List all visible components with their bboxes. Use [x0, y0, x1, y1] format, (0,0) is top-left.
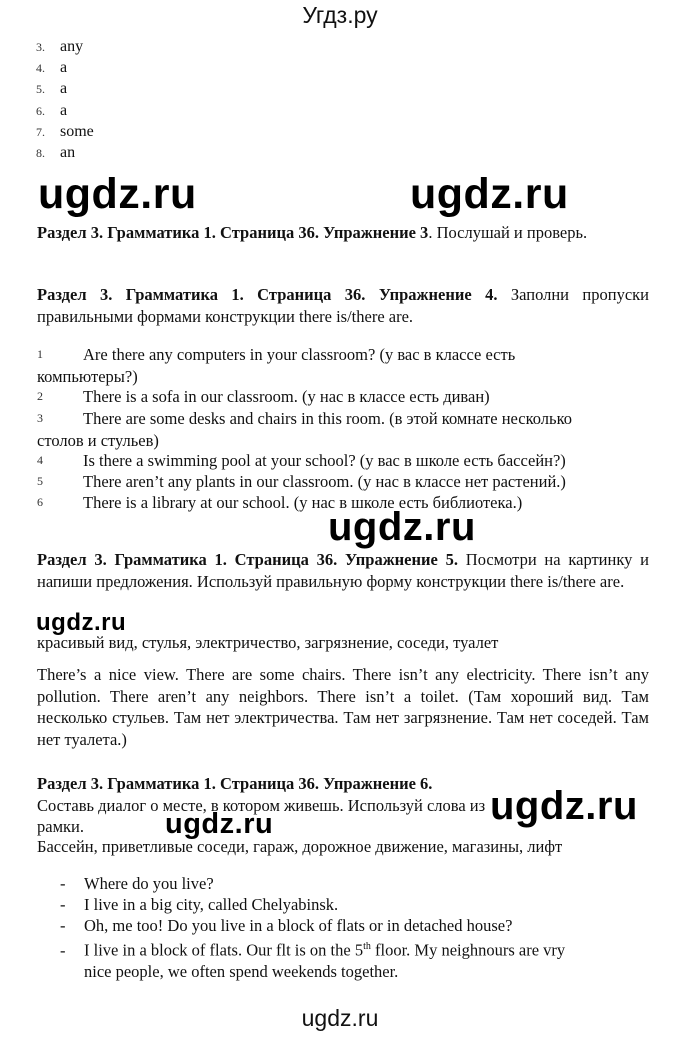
exercise-3: Раздел 3. Грамматика 1. Страница 36. Упражнение 3. Послушай и проверь.: [37, 223, 588, 242]
list-item: 4 Is there a swimming pool at your school? (у вас в школе есть бассейн?): [37, 451, 566, 470]
watermark: ugdz.ru: [38, 170, 197, 218]
exercise-4: Раздел 3. Грамматика 1. Страница 36. Упражнение 4. Заполни пропуски правильными формами конструкции there is/there are.: [37, 285, 649, 326]
exercise-heading: Раздел 3. Грамматика 1. Страница 36. Упражнение 3: [37, 223, 429, 242]
dialog-line: - I live in a block of flats. Our flt is on the 5th floor. My neighnours are vry nice people, we often spend weekends together.: [60, 940, 566, 981]
list-item: 2 There is a sofa in our classroom. (у нас в классе есть диван): [37, 387, 490, 406]
list-item: 3. any: [36, 38, 84, 55]
watermark: ugdz.ru: [490, 784, 638, 828]
exercise-heading: Раздел 3. Грамматика 1. Страница 36. Упражнение 5.: [37, 550, 458, 569]
site-title: Угдз.ру: [302, 2, 378, 28]
list-item: 5. a: [36, 80, 68, 98]
footer-site-title: ugdz.ru: [301, 1005, 379, 1031]
list-item: 6 There is a library at our school. (у нас в школе есть библиотека.): [37, 493, 523, 512]
watermark: ugdz.ru: [328, 505, 476, 549]
exercise-heading: Раздел 3. Грамматика 1. Страница 36. Упражнение 4.: [37, 285, 498, 304]
word-box: красивый вид, стулья, электричество, загрязнение, соседи, туалет: [37, 633, 499, 652]
dialog-line: - Where do you live?: [60, 874, 214, 893]
exercise-5: Раздел 3. Грамматика 1. Страница 36. Упражнение 5. Посмотри на картинку и напиши предложения. Используй правильную форму конструкции there is/there are.: [37, 550, 649, 591]
dialog-line: - I live in a big city, called Chelyabinsk.: [60, 895, 339, 914]
list-item: 7. some: [36, 122, 94, 140]
watermark: ugdz.ru: [165, 808, 274, 840]
list-item: 5 There aren’t any plants in our classroom. (у нас в классе нет растений.): [37, 472, 566, 491]
watermark: ugdz.ru: [410, 170, 569, 218]
list-item: 4. a: [36, 59, 68, 77]
exercise-6: Раздел 3. Грамматика 1. Страница 36. Упражнение 6. Составь диалог о месте, в котором живешь. Используй слова из рамки.: [37, 774, 486, 836]
dialog-line: - Oh, me too! Do you live in a block of flats or in detached house?: [60, 916, 513, 935]
exercise-5-answer: There’s a nice view. There are some chairs. There isn’t any electricity. There isn’t any pollution. There aren’t any neighbors. There isn’t a toilet. (Там хороший вид. Там несколько стульев. Там нет электричества. Там нет загрязнение. Там нет соседей. Там нет туалета.): [37, 665, 649, 749]
answers-list: [36, 36, 94, 163]
list-item: 6. a: [36, 101, 68, 119]
word-box: Бассейн, приветливые соседи, гараж, дорожное движение, магазины, лифт: [37, 837, 563, 856]
exercise-heading: Раздел 3. Грамматика 1. Страница 36. Упражнение 6.: [37, 774, 433, 793]
list-item: 8. an: [36, 143, 76, 161]
watermark: ugdz.ru: [36, 609, 127, 636]
list-item: 3 There are some desks and chairs in this room. (в этой комнате несколько столов и стульев): [37, 409, 572, 450]
list-item: 1 Are there any computers in your classroom? (у вас в классе есть компьютеры?): [37, 345, 516, 386]
